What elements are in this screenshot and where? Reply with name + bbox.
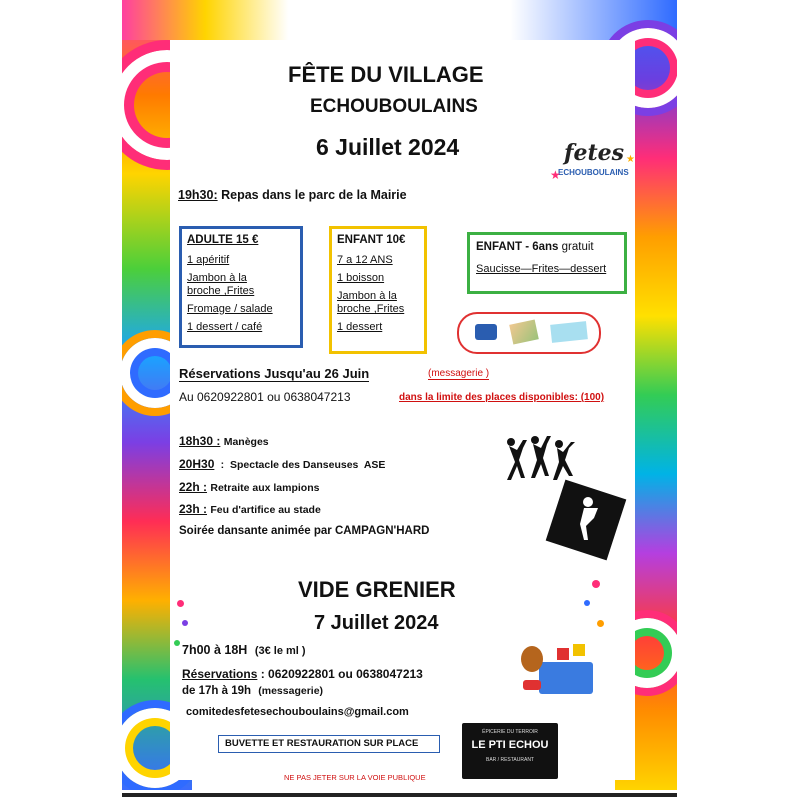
vide-grenier-res-phones: : 0620922801 ou 0638047213 <box>260 667 423 681</box>
vide-grenier-price: (3€ le ml ) <box>254 645 306 657</box>
buvette-text: BUVETTE ET RESTAURATION SUR PLACE <box>225 738 419 749</box>
small-child-title-row <box>476 241 618 253</box>
schedule-item <box>179 502 321 516</box>
vide-grenier-hours: 7h00 à 18H <box>182 643 248 657</box>
child-menu-title: ENFANT 10€ <box>337 234 406 246</box>
cash-icon <box>509 320 539 345</box>
payment-methods <box>457 312 601 354</box>
poster <box>122 0 677 790</box>
menu-item: Fromage / salade <box>187 303 273 315</box>
dot-decoration <box>584 600 590 606</box>
dinner-line <box>178 188 407 202</box>
menu-item: 1 dessert / café <box>187 321 263 333</box>
event-title: FÊTE DU VILLAGE <box>288 62 484 87</box>
dancer-silhouette-icon <box>554 488 618 552</box>
schedule-item <box>179 480 319 494</box>
toy-car-icon <box>523 680 541 690</box>
schedule-item <box>179 434 269 448</box>
dot-decoration <box>182 620 188 626</box>
toy-block-icon <box>557 648 569 660</box>
teddy-bear-icon <box>521 646 543 672</box>
bar-logo-top: ÉPICERIE DU TERROIR <box>482 729 538 735</box>
vide-grenier-hours-line <box>182 643 306 657</box>
bar-logo <box>462 723 558 779</box>
dinner-text: Repas dans le parc de la Mairie <box>221 188 407 202</box>
small-child-title: ENFANT - 6ans <box>476 241 559 253</box>
reservations-note: (messagerie ) <box>428 368 490 379</box>
adult-menu-box <box>179 226 303 348</box>
vide-grenier-res-hours: de 17h à 19h <box>182 685 252 697</box>
small-child-menu-box <box>467 232 627 294</box>
dance-school-logo <box>546 480 627 561</box>
credit-card-icon <box>475 324 497 340</box>
toy-box-icon <box>539 662 593 694</box>
dot-decoration <box>592 580 600 588</box>
star-icon: ★ <box>550 168 561 182</box>
dinner-time: 19h30: <box>178 188 218 202</box>
schedule-item <box>179 457 385 471</box>
soiree-text: Soirée dansante animée par CAMPAGN'HARD <box>179 525 430 537</box>
cheque-icon <box>550 321 588 343</box>
bottom-edge <box>122 793 677 797</box>
small-child-price: gratuit <box>561 241 594 253</box>
menu-item: Jambon à la broche ,Frites <box>337 290 405 315</box>
comite-logo <box>550 140 636 186</box>
child-menu-box <box>329 226 427 354</box>
vide-grenier-reservations <box>182 667 423 681</box>
comite-logo-subtext: ECHOUBOULAINS <box>558 168 629 177</box>
reservations-label: Réservations Jusqu'au 26 Juin <box>179 366 370 381</box>
decorative-border-top <box>122 0 677 40</box>
schedule-time: 23h : <box>179 502 208 516</box>
vide-grenier-res-label: Réservations <box>182 667 258 681</box>
event-date: 6 Juillet 2024 <box>316 134 460 160</box>
schedule-time: 22h : <box>179 480 208 494</box>
toy-block-icon <box>573 644 585 656</box>
star-icon: ★ <box>626 154 635 165</box>
schedule-text: Manèges <box>223 436 269 448</box>
schedule-text: Retraite aux lampions <box>210 482 320 494</box>
footer-notice: NE PAS JETER SUR LA VOIE PUBLIQUE <box>284 773 426 782</box>
menu-item: 1 apéritif <box>187 254 230 266</box>
reservations-phones: Au 0620922801 ou 0638047213 <box>179 390 351 404</box>
dot-decoration <box>177 600 184 607</box>
toys-illustration <box>517 640 607 700</box>
bar-logo-sub: BAR / RESTAURANT <box>486 757 534 763</box>
adult-menu-title: ADULTE 15 € <box>187 234 259 246</box>
schedule-text: Feu d'artifice au stade <box>210 504 321 516</box>
contact-email: comitedesfetesechouboulains@gmail.com <box>186 706 409 718</box>
vide-grenier-date: 7 Juillet 2024 <box>314 612 439 634</box>
bar-logo-name: LE PTI ECHOU <box>471 739 549 751</box>
vide-grenier-title: VIDE GRENIER <box>298 577 456 602</box>
village-name: ECHOUBOULAINS <box>310 96 478 117</box>
dot-decoration <box>597 620 604 627</box>
dot-decoration <box>174 640 180 646</box>
schedule-time: 20H30 <box>179 457 215 471</box>
menu-item: 7 a 12 ANS <box>337 254 393 266</box>
menu-item: 1 dessert <box>337 321 383 333</box>
vide-grenier-res-hours-line <box>182 685 323 697</box>
schedule-time: 18h30 : <box>179 434 221 448</box>
reservations-limit: dans la limite des places disponibles: (100) <box>399 392 605 403</box>
menu-item: Saucisse—Frites—dessert <box>476 263 607 275</box>
menu-item: Jambon à la broche ,Frites <box>187 272 255 297</box>
menu-item: 1 boisson <box>337 272 385 284</box>
vide-grenier-res-note: (messagerie) <box>258 685 324 697</box>
schedule-text: : Spectacle des Danseuses ASE <box>217 459 386 471</box>
comite-logo-text: fetes <box>564 140 625 166</box>
